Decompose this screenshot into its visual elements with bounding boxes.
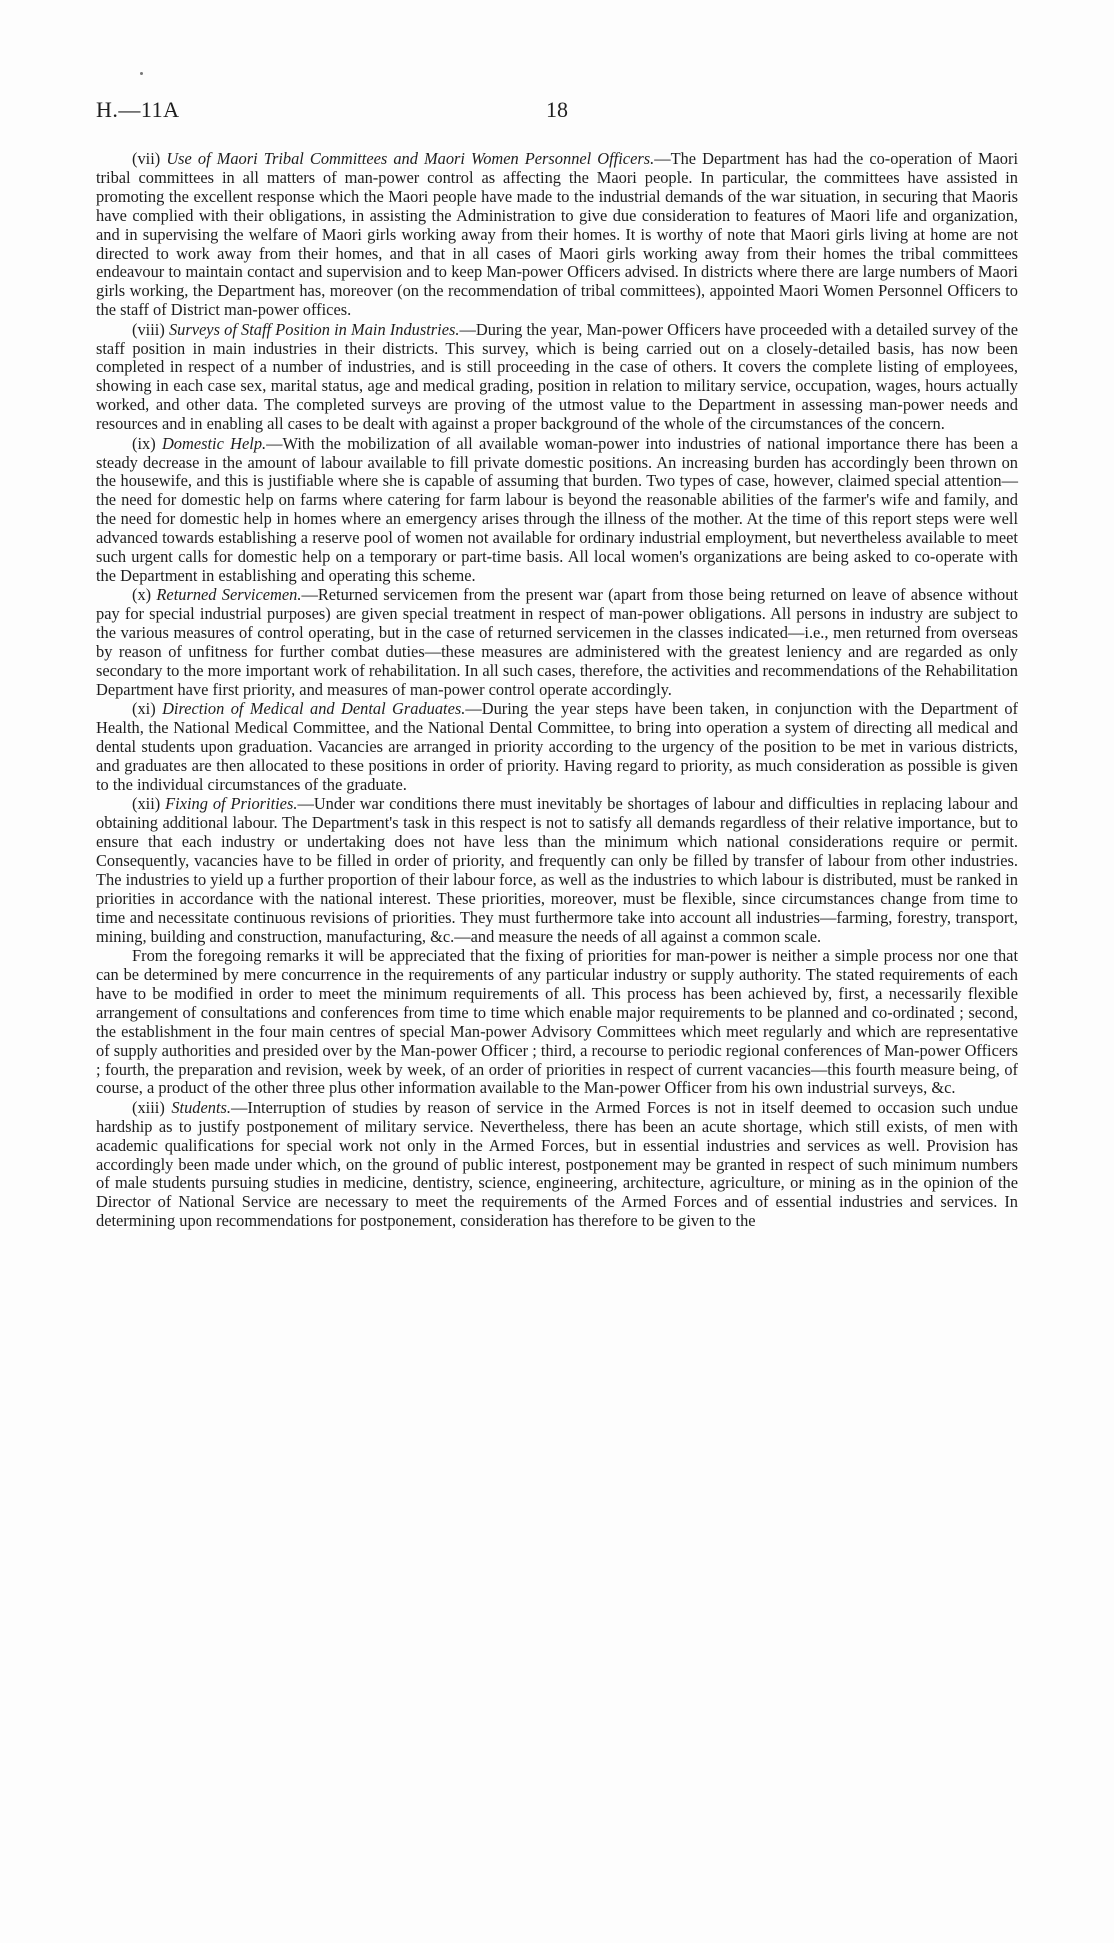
- paragraph-heading: Domestic Help.: [161, 433, 267, 453]
- paragraph-text: —With the mobilization of all available woman-power into industries of national importance there has been a steady decrease in the amount of labour available to fill private domestic positions. An increasing burden has accordingly been thrown on the housewife, and this is justifiable where she is capable of assuming that burden. Two types of case, however, claimed special attention—the need for domestic help on farms where catering for farm labour is beyond the reasonable abilities of the farmer's wife and family, and the need for domestic help in homes where an emergency arises through the illness of the mother. At the time of this report steps were well advanced towards establishing a reserve pool of women not available for ordinary industrial employment, but nevertheless available to meet such urgent calls for domestic help on a temporary or part-time basis. All local women's organizations are being asked to co-operate with the Department in establishing and operating this scheme.: [96, 433, 1018, 585]
- paragraph-text: —Returned servicemen from the present war (apart from those being returned on leave of absence without pay for special industrial purposes) are given special treatment in respect of man-power obligations. All persons in industry are subject to the various measures of control operating, but in the case of returned servicemen in the classes indicated—i.e., men returned from overseas by reason of unfitness for further combat duties—these measures are administered with the greatest leniency and are regarded as only secondary to the more important work of rehabilitation. In all such cases, therefore, the activities and recommendations of the Rehabilitation Department have first priority, and measures of man-power control operate accordingly.: [96, 585, 1018, 699]
- paragraph-text: From the foregoing remarks it will be appreciated that the fixing of priorities for man-power is neither a simple process nor one that can be determined by mere concurrence in the requirements of any particular industry or supply authority. The stated requirements of each have to be modified in order to meet the minimum requirements of all. This process has been achieved by, first, a necessarily flexible arrangement of consultations and conferences from time to time which enable major requirements to be planned and co-ordinated ; second, the establishment in the four main centres of special Man-power Advisory Committees which meet regularly and which are representative of supply authorities and presided over by the Man-power Officer ; third, a recourse to periodic regional conferences of Man-power Officers ; fourth, the preparation and revision, week by week, of an order of priorities in respect of current vacancies—this fourth measure being, of course, a product of the other three plus other information available to the Man-power Officer from his own industrial surveys, &c.: [96, 946, 1018, 1098]
- paragraph-viii: [96, 321, 1018, 434]
- paragraph-foregoing-remarks: [96, 947, 1018, 1098]
- paragraph-x: [96, 586, 1018, 699]
- paragraph-number: (vii): [132, 149, 161, 168]
- paragraph-xi: [96, 700, 1018, 795]
- paragraph-text: —Interruption of studies by reason of service in the Armed Forces is not in itself deemed to occasion such undue hardship as to justify postponement of military service. Nevertheless, there has been an acute shortage, which still exists, of men with academic qualifications for special work not only in the Armed Forces, but in essential industries and services as well. Provision has accordingly been made under which, on the ground of public interest, postponement may be granted in respect of such minimum numbers of male students pursuing studies in medicine, dentistry, science, engineering, architecture, agriculture, or mining as in the opinion of the Director of National Service are necessary to meet the requirements of the Armed Forces and of essential industries and services. In determining upon recommendations for postponement, consideration has therefore to be given to the: [96, 1097, 1018, 1231]
- paragraph-xii: [96, 795, 1018, 946]
- paragraph-number: (xiii): [132, 1097, 165, 1117]
- running-header: [96, 97, 1018, 127]
- paragraph-heading: Students.: [171, 1097, 231, 1117]
- paragraph-text: —The Department has had the co-operation of Maori tribal committees in all matters of man-power control as affecting the Maori people. In particular, the committees have assisted in promoting the excellent response which the Maori people have made to the industrial demands of the war situation, in securing that Maoris have complied with their obligations, in assisting the Administration to give due consideration to features of Maori life and organization, and in supervising the welfare of Maori girls working away from their homes. It is worthy of note that Maori girls living at home are not directed to work away from their homes, and that in all cases of Maori girls working away from their homes the tribal committees endeavour to maintain contact and supervision and to keep Man-power Officers advised. In districts where there are large numbers of Maori girls working, the Department has, moreover (on the recommendation of tribal committees), appointed Maori Women Personnel Officers to the staff of District man-power offices.: [96, 149, 1018, 320]
- paragraph-number: (viii): [132, 319, 165, 339]
- paragraph-number: (xi): [132, 699, 156, 719]
- document-id: H.—11A: [96, 97, 180, 122]
- paragraph-number: (xii): [132, 794, 161, 814]
- paragraph-heading: Direction of Medical and Dental Graduates.: [162, 699, 466, 719]
- paragraph-text: —During the year steps have been taken, in conjunction with the Department of Health, the National Medical Committee, and the National Dental Committee, to bring into operation a system of directing all medical and dental students upon graduation. Vacancies are arranged in priority according to the urgency of the position to be met in various districts, and graduates are then allocated to these positions in order of priority. Having regard to priority, as much consideration as possible is given to the individual circumstances of the graduate.: [96, 699, 1018, 794]
- paragraph-heading: Surveys of Staff Position in Main Industries.: [168, 319, 460, 339]
- paragraph-ix: [96, 435, 1018, 586]
- paragraph-number: (x): [132, 585, 152, 605]
- paragraph-heading: Use of Maori Tribal Committees and Maori Women Personnel Officers.: [166, 149, 655, 168]
- paragraph-xiii: [96, 1099, 1018, 1231]
- scan-speck: [140, 72, 143, 75]
- paragraph-vii: [96, 150, 1018, 320]
- body-text: [96, 150, 1018, 1231]
- paragraph-text: —During the year, Man-power Officers have proceeded with a detailed survey of the staff position in main industries in their districts. This survey, which is being carried out on a closely-detailed basis, has now been completed in respect of a number of industries, and is still proceeding in the case of others. It covers the complete listing of employees, showing in each case sex, marital status, age and medical grading, position in relation to military service, occupation, wages, hours actually worked, and other data. The completed surveys are proving of the utmost value to the Department in assessing man-power needs and resources and in enabling all cases to be dealt with against a proper background of the whole of the circumstances of the concern.: [96, 319, 1018, 434]
- paragraph-heading: Returned Servicemen.: [156, 585, 302, 605]
- paragraph-text: —Under war conditions there must inevitably be shortages of labour and difficulties in replacing labour and obtaining additional labour. The Department's task in this respect is not to satisfy all demands regardless of their relative importance, but to ensure that each industry or undertaking does not have less than the minimum which national considerations require or permit. Consequently, vacancies have to be filled in order of priority, and frequently can only be filled by transfer of labour from other industries. The industries to yield up a further proportion of their labour force, as well as the industries to which labour is distributed, must be ranked in priorities in accordance with the national interest. These priorities, moreover, must be flexible, since circumstances change from time to time and necessitate continuous revisions of priorities. They must furthermore take into account all industries—farming, forestry, transport, mining, building and construction, manufacturing, &c.—and measure the needs of all against a common scale.: [96, 794, 1018, 946]
- paragraph-number: (ix): [132, 433, 156, 453]
- page-number: 18: [546, 97, 568, 122]
- paragraph-heading: Fixing of Priorities.: [165, 794, 298, 814]
